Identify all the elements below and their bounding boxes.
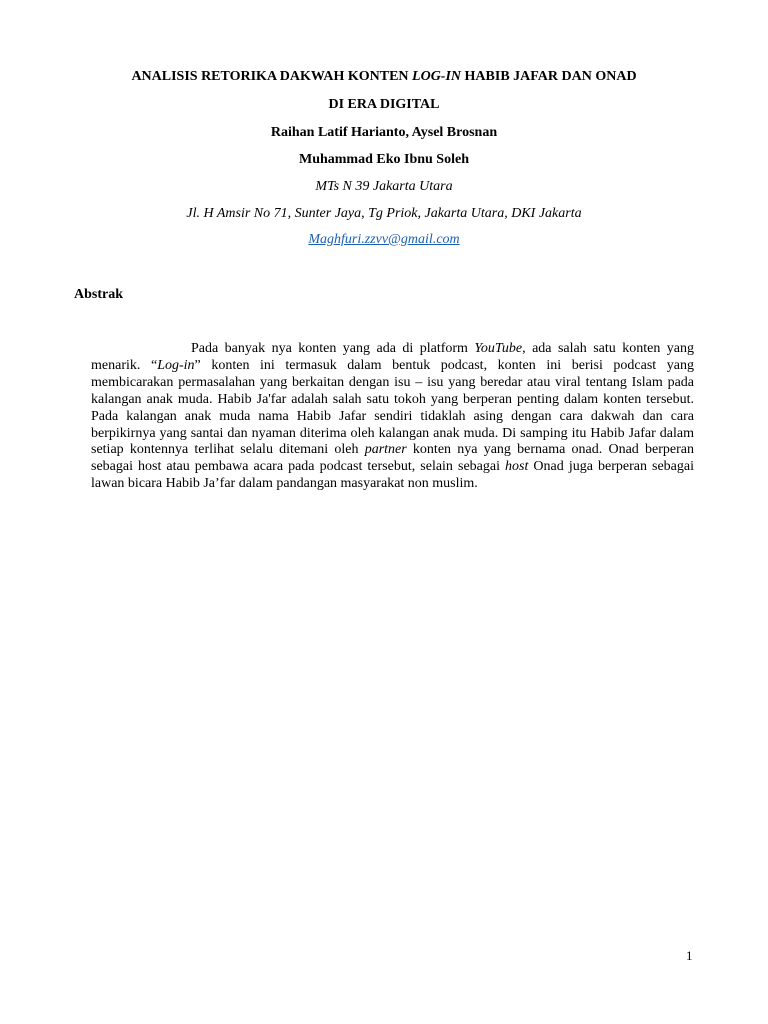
abstract-text: , ada salah satu konten yang menarik. “ <box>91 341 694 373</box>
abstract-text: Pada banyak nya konten yang ada di platform <box>191 341 475 356</box>
abstract-heading: Abstrak <box>74 287 124 302</box>
institution: MTs N 39 Jakarta Utara <box>315 179 453 194</box>
address: Jl. H Amsir No 71, Sunter Jaya, Tg Priok, Jakarta Utara, DKI Jakarta <box>186 206 582 221</box>
abstract-text: ” konten ini termasuk dalam bentuk podcast, konten ini berisi podcast yang membicarakan permasalahan yang berkaitan dengan isu – isu yang beredar atau viral tentang Islam pada kalangan anak muda. Habib Ja'far adalah salah satu tokoh yang berperan penting dalam konten tersebut. Pada kalangan anak muda nama Habib Jafar sendiri tidaklah asing dengan cara dakwah dan cara berpikirnya yang santai dan nyaman diterima oleh kalangan anak muda. Di samping itu Habib Jafar dalam setiap kontennya terlihat selalu ditemani oleh <box>91 357 694 458</box>
title-text-italic: LOG-IN <box>412 69 462 84</box>
email-link[interactable]: Maghfuri.zzvv@gmail.com <box>308 232 460 247</box>
abstract-italic-term: host <box>505 459 529 475</box>
title-text-part-1: ANALISIS RETORIKA DAKWAH KONTEN <box>131 69 413 84</box>
paper-title-line-1 <box>0 68 768 86</box>
page-number: 1 <box>686 948 693 963</box>
email-line <box>0 231 768 249</box>
abstract-paragraph <box>91 341 694 493</box>
abstract-italic-term: YouTube <box>474 341 523 356</box>
abstract-italic-term: Log-in <box>157 357 195 373</box>
abstract-text: konten nya yang bernama onad. Onad berperan sebagai host atau pembawa acara pada podcast tersebut, selain sebagai <box>91 442 694 475</box>
title-text-part-2: HABIB JAFAR DAN ONAD <box>461 69 637 84</box>
authors-line-2: Muhammad Eko Ibnu Soleh <box>298 152 469 167</box>
authors-line-1: Raihan Latif Harianto, Aysel Brosnan <box>270 125 498 140</box>
paper-title-line-2: DI ERA DIGITAL <box>328 97 440 112</box>
abstract-text: Onad juga berperan sebagai lawan bicara Habib Ja’far dalam pandangan masyarakat non muslim. <box>91 459 694 492</box>
abstract-italic-term: partner <box>364 442 407 458</box>
